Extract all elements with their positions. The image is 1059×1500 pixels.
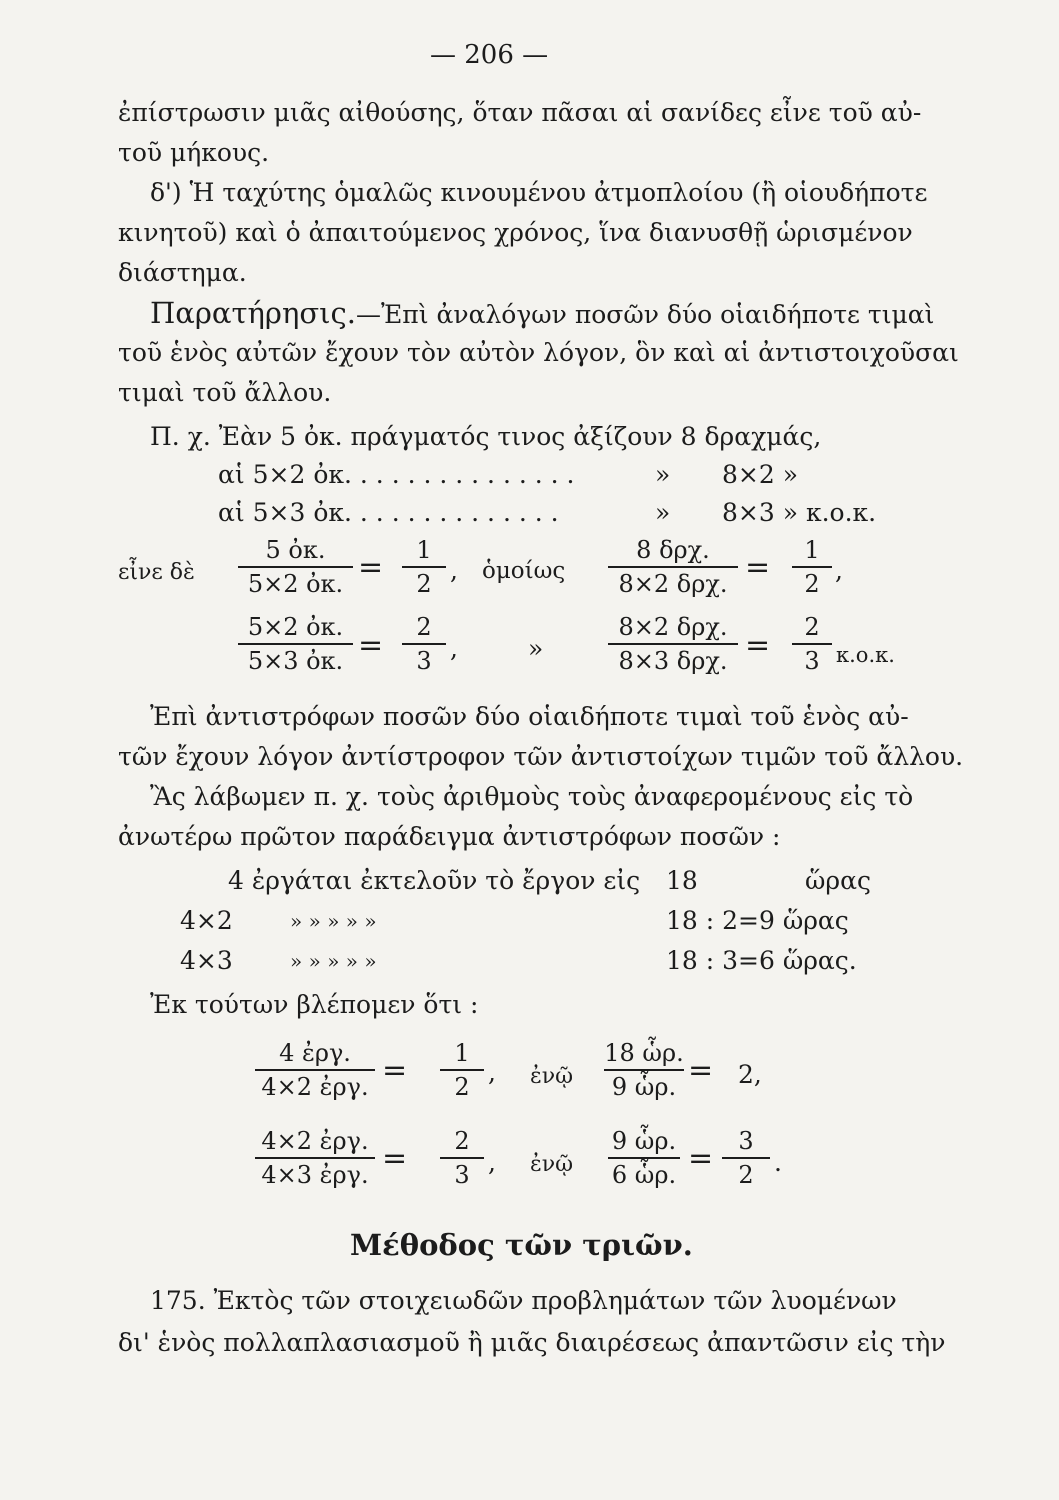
equals-sign: = — [688, 1053, 714, 1088]
denominator: 2 — [738, 1161, 754, 1189]
ditto-mark: » — [528, 634, 544, 663]
homoios-label: ὁμοίως — [482, 558, 566, 584]
example-label: 4×2 — [180, 906, 233, 935]
text-line: τιμαὶ τοῦ ἄλλου. — [118, 378, 332, 407]
comma: , — [488, 1148, 496, 1177]
fraction — [722, 1126, 770, 1190]
equals-sign: = — [745, 628, 771, 663]
kok-label: κ.ο.κ. — [836, 643, 895, 667]
fraction — [255, 1126, 375, 1190]
section-heading: Μέθοδος τῶν τριῶν. — [350, 1228, 693, 1262]
text-line: Ἐπὶ ἀντιστρόφων ποσῶν δύο οἱαιδήποτε τιμαὶ τοῦ ἑνὸς αὐ- — [150, 702, 909, 731]
ditto-marks: » » » » » — [290, 909, 377, 933]
example-value: 8×3 » κ.ο.κ. — [722, 498, 877, 527]
equals-sign: = — [382, 1053, 408, 1088]
text-line: δι' ἑνὸς πολλαπλασιασμοῦ ἢ μιᾶς διαιρέσεως ἀπαντῶσιν εἰς τὴν — [118, 1328, 946, 1357]
denominator: 6 ὧρ. — [611, 1161, 677, 1189]
numerator: 5 ὀκ. — [265, 536, 326, 564]
numerator: 1 — [454, 1039, 470, 1067]
result-value: 2, — [738, 1060, 762, 1089]
example-row: αἱ 5×3 ὀκ. . . . . . . . . . . . . . — [218, 498, 559, 527]
denominator: 4×2 ἐργ. — [261, 1073, 369, 1101]
comma: , — [450, 556, 458, 585]
fraction-bar — [608, 643, 738, 645]
text-line: δ') Ἡ ταχύτης ὁμαλῶς κινουμένου ἀτμοπλοίου (ἢ οἱουδήποτε — [150, 178, 928, 207]
example-label: 4×3 — [180, 946, 233, 975]
fraction-bar — [792, 643, 832, 645]
numerator: 9 ὧρ. — [611, 1127, 677, 1155]
denominator: 2 — [416, 570, 432, 598]
fraction — [608, 535, 738, 599]
text-line: τοῦ μήκους. — [118, 138, 270, 167]
text-line: ἐπίστρωσιν μιᾶς αἰθούσης, ὅταν πᾶσαι αἱ σανίδες εἶνε τοῦ αὐ- — [118, 98, 922, 127]
text-line: τῶν ἔχουν λόγον ἀντίστροφον τῶν ἀντιστοίχων τιμῶν τοῦ ἄλλου. — [118, 742, 964, 771]
fraction-bar — [440, 1069, 484, 1071]
ditto-mark: » — [655, 460, 671, 489]
comma: , — [450, 634, 458, 663]
eno-label: ἐνῷ — [530, 1064, 574, 1089]
numerator: 4 ἐργ. — [279, 1039, 351, 1067]
fraction-bar — [255, 1157, 375, 1159]
text-line: 175. Ἐκτὸς τῶν στοιχειωδῶν προβλημάτων τῶν λυομένων — [150, 1286, 897, 1315]
example-row: αἱ 5×2 ὀκ. . . . . . . . . . . . . . . — [218, 460, 575, 489]
equals-sign: = — [358, 628, 384, 663]
numerator: 1 — [416, 536, 432, 564]
fraction — [608, 612, 738, 676]
example-row: 4 ἐργάται ἐκτελοῦν τὸ ἔργον εἰς — [228, 866, 641, 895]
fraction-bar — [722, 1157, 770, 1159]
text-line: Ἐκ τούτων βλέπομεν ὅτι : — [150, 990, 479, 1019]
denominator: 2 — [454, 1073, 470, 1101]
fraction-bar — [255, 1069, 375, 1071]
numerator: 8 δρχ. — [636, 536, 710, 564]
example-value: 8×2 » — [722, 460, 799, 489]
remark-text: —Ἐπὶ ἀναλόγων ποσῶν δύο οἱαιδήποτε τιμαὶ — [355, 300, 935, 329]
numerator: 2 — [416, 613, 432, 641]
equals-sign: = — [745, 550, 771, 585]
example-row: Π. χ. Ἐὰν 5 ὀκ. πράγματός τινος ἀξίζουν 8 δραχμάς, — [150, 422, 822, 451]
denominator: 8×2 δρχ. — [618, 570, 728, 598]
example-value: 18 : 2=9 ὥρας — [666, 906, 849, 935]
text-line: κινητοῦ) καὶ ὁ ἀπαιτούμενος χρόνος, ἵνα διανυσθῇ ὡρισμένον — [118, 218, 913, 247]
fraction-bar — [238, 566, 353, 568]
numerator: 2 — [454, 1127, 470, 1155]
text-line: διάστημα. — [118, 258, 247, 287]
numerator: 2 — [804, 613, 820, 641]
fraction-bar — [238, 643, 353, 645]
fraction-bar — [402, 643, 446, 645]
fraction — [238, 612, 353, 676]
fraction — [440, 1038, 484, 1102]
fraction — [255, 1038, 375, 1102]
denominator: 3 — [454, 1161, 470, 1189]
text-line: τοῦ ἑνὸς αὐτῶν ἔχουν τὸν αὐτὸν λόγον, ὃν καὶ αἱ ἀντιστοιχοῦσαι — [118, 338, 959, 367]
denominator: 8×3 δρχ. — [618, 647, 728, 675]
numerator: 4×2 ἐργ. — [261, 1127, 369, 1155]
example-value: 18 — [666, 866, 698, 895]
denominator: 5×2 ὀκ. — [247, 570, 344, 598]
numerator: 8×2 δρχ. — [618, 613, 728, 641]
equals-sign: = — [358, 550, 384, 585]
denominator: 4×3 ἐργ. — [261, 1161, 369, 1189]
example-value: 18 : 3=6 ὥρας. — [666, 946, 857, 975]
fraction — [792, 535, 832, 599]
numerator: 18 ὧρ. — [604, 1039, 684, 1067]
fraction-bar — [608, 1157, 680, 1159]
numerator: 1 — [804, 536, 820, 564]
fraction — [402, 535, 446, 599]
ditto-marks: » » » » » — [290, 949, 377, 973]
example-value: ὥρας — [805, 866, 871, 895]
remark-title: Παρατήρησις. — [150, 296, 356, 330]
denominator: 2 — [804, 570, 820, 598]
fraction — [604, 1038, 684, 1102]
fraction-bar — [402, 566, 446, 568]
equals-sign: = — [688, 1141, 714, 1176]
denominator: 3 — [416, 647, 432, 675]
fraction-bar — [608, 566, 738, 568]
fraction — [440, 1126, 484, 1190]
numerator: 5×2 ὀκ. — [247, 613, 344, 641]
denominator: 9 ὧρ. — [611, 1073, 677, 1101]
text-line: ἀνωτέρω πρῶτον παράδειγμα ἀντιστρόφων ποσῶν : — [118, 822, 781, 851]
fraction-bar — [792, 566, 832, 568]
numerator: 3 — [738, 1127, 754, 1155]
remark-line — [150, 298, 935, 330]
fraction — [402, 612, 446, 676]
fraction-bar — [440, 1157, 484, 1159]
fraction — [238, 535, 353, 599]
period: . — [774, 1148, 782, 1177]
denominator: 5×3 ὀκ. — [247, 647, 344, 675]
comma: , — [835, 556, 843, 585]
ditto-mark: » — [655, 498, 671, 527]
fraction — [608, 1126, 680, 1190]
eno-label: ἐνῷ — [530, 1152, 574, 1177]
comma: , — [488, 1058, 496, 1087]
equals-sign: = — [382, 1141, 408, 1176]
fraction — [792, 612, 832, 676]
page-number: — 206 — — [430, 40, 549, 70]
text-line: Ἂς λάβωμεν π. χ. τοὺς ἀριθμοὺς τοὺς ἀναφερομένους εἰς τὸ — [150, 782, 914, 811]
eine-de-label: εἶνε δὲ — [118, 560, 195, 585]
fraction-bar — [604, 1069, 684, 1071]
denominator: 3 — [804, 647, 820, 675]
